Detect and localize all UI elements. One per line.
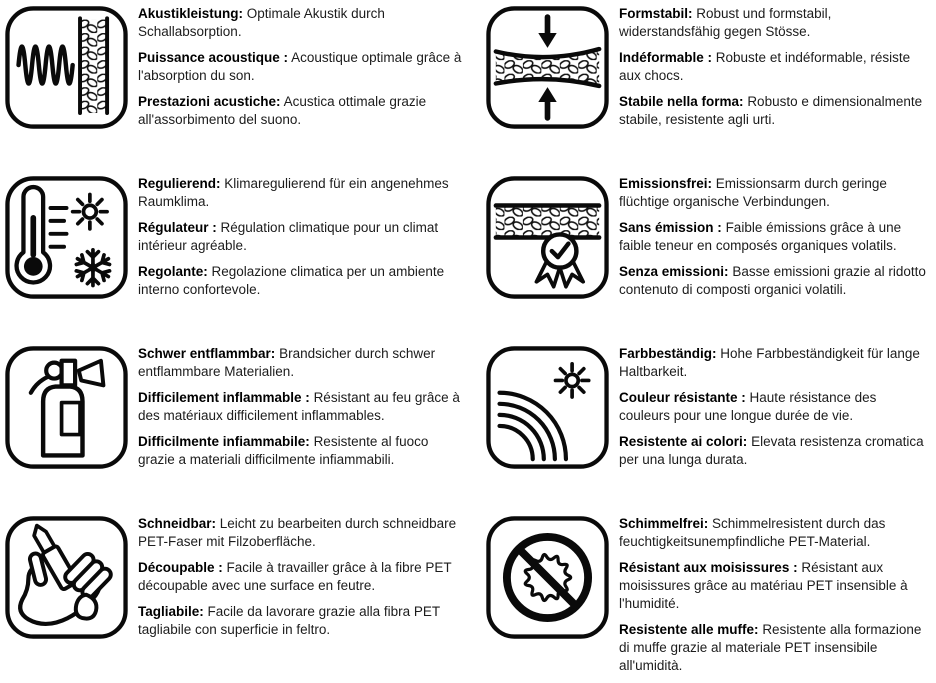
fire-extinguisher-icon [5, 346, 128, 469]
feature-flame-retardant [0, 340, 468, 510]
feature-text-shape-stability [619, 0, 936, 137]
feature-paragraph-fr: Résistant aux moisissures : Résistant aux moisissures grâce au matériau PET insensible à l'humidité. [619, 560, 908, 611]
feature-paragraph-it: Tagliabile: Facile da lavorare grazie alla fibra PET tagliabile con superficie in feltro. [138, 604, 440, 637]
feature-paragraph-it: Resistente ai colori: Elevata resistenza cromatica per una lunga durata. [619, 434, 924, 467]
feature-text-acoustics [138, 0, 468, 137]
feature-text-colorfast [619, 340, 936, 477]
feature-paragraph-de: Akustikleistung: Optimale Akustik durch Schallabsorption. [138, 6, 385, 39]
feature-paragraph-it: Stabile nella forma: Robusto e dimensionalmente stabile, resistente agli urti. [619, 94, 923, 127]
feature-label-fr: Difficilement inflammable : [138, 390, 310, 405]
feature-label-de: Formstabil: [619, 6, 693, 21]
feature-label-it: Regolante: [138, 264, 208, 279]
feature-paragraph-de: Farbbeständig: Hohe Farbbeständigkeit für lange Haltbarkeit. [619, 346, 920, 379]
feature-label-it: Stabile nella forma: [619, 94, 744, 109]
feature-paragraph-it: Senza emissioni: Basse emissioni grazie al ridotto contenuto di composti organici volatili. [619, 264, 926, 297]
no-mold-icon [486, 516, 609, 639]
sun-icon [73, 194, 107, 228]
feature-paragraph-it: Prestazioni acustiche: Acustica ottimale grazie all'assorbimento del suono. [138, 94, 427, 127]
feature-paragraph-fr: Indéformable : Robuste et indéformable, résiste aux chocs. [619, 50, 911, 83]
feature-paragraph-de: Schimmelfrei: Schimmelresistent durch das feuchtigkeitsunempfindliche PET-Material. [619, 516, 886, 549]
feature-cuttable [0, 510, 468, 680]
feature-paragraph-fr: Découpable : Facile à travailler grâce à la fibre PET découpable avec une surface en feutre. [138, 560, 452, 593]
feature-label-it: Difficilmente infiammabile: [138, 434, 310, 449]
feature-label-fr: Couleur résistante : [619, 390, 746, 405]
feature-low-emission [468, 170, 936, 340]
sound-absorption-icon [5, 6, 128, 129]
feature-paragraph-fr: Puissance acoustique : Acoustique optimale grâce à l'absorption du son. [138, 50, 462, 83]
hand-cutter-icon [5, 516, 128, 639]
feature-label-de: Emissionsfrei: [619, 176, 713, 191]
feature-label-fr: Régulateur : [138, 220, 217, 235]
feature-paragraph-de: Schneidbar: Leicht zu bearbeiten durch schneidbare PET-Faser mit Filzoberfläche. [138, 516, 457, 549]
feature-label-de: Akustikleistung: [138, 6, 244, 21]
feature-label-de: Farbbeständig: [619, 346, 717, 361]
certified-material-icon [486, 176, 609, 299]
feature-label-it: Tagliabile: [138, 604, 204, 619]
feature-paragraph-it: Regolante: Regolazione climatica per un ambiente interno confortevole. [138, 264, 445, 297]
feature-label-it: Prestazioni acustiche: [138, 94, 281, 109]
feature-climate-regulation [0, 170, 468, 340]
feature-mold-resistant [468, 510, 936, 680]
feature-label-de: Schimmelfrei: [619, 516, 709, 531]
feature-text-cuttable [138, 510, 468, 647]
feature-shape-stability [468, 0, 936, 170]
feature-paragraph-de: Emissionsfrei: Emissionsarm durch geringe flüchtige organische Verbindungen. [619, 176, 887, 209]
feature-paragraph-de: Regulierend: Klimaregulierend für ein angenehmes Raumklima. [138, 176, 449, 209]
sun-icon [555, 364, 588, 397]
rainbow-sun-icon [486, 346, 609, 469]
feature-text-flame-retardant [138, 340, 468, 477]
feature-text-mold-resistant [619, 510, 936, 683]
feature-paragraph-fr: Difficilement inflammable : Résistant au feu grâce à des matériaux difficilement inflammables. [138, 390, 460, 423]
feature-paragraph-fr: Couleur résistante : Haute résistance des couleurs pour une longue durée de vie. [619, 390, 877, 423]
feature-text-climate-regulation [138, 170, 468, 307]
feature-paragraph-it: Resistente alle muffe: Resistente alla formazione di muffe grazie al materiale PET insensibile all'umidità. [619, 622, 922, 673]
feature-paragraph-fr: Sans émission : Faible émissions grâce à une faible teneur en composés organiques volatils. [619, 220, 902, 253]
feature-label-fr: Résistant aux moisissures : [619, 560, 798, 575]
feature-label-it: Senza emissioni: [619, 264, 729, 279]
feature-label-de: Schneidbar: [138, 516, 217, 531]
feature-colorfast [468, 340, 936, 510]
compression-arrows-icon [486, 6, 609, 129]
feature-acoustics [0, 0, 468, 170]
feature-label-de: Schwer entflammbar: [138, 346, 276, 361]
feature-paragraph-de: Formstabil: Robust und formstabil, widerstandsfähig gegen Stösse. [619, 6, 832, 39]
snowflake-icon [75, 250, 111, 286]
feature-paragraph-it: Difficilmente infiammabile: Resistente al fuoco grazie a materiali difficilmente infiammabili. [138, 434, 429, 467]
feature-label-de: Regulierend: [138, 176, 221, 191]
feature-label-fr: Puissance acoustique : [138, 50, 289, 65]
feature-label-fr: Découpable : [138, 560, 223, 575]
feature-label-it: Resistente alle muffe: [619, 622, 759, 637]
feature-paragraph-de: Schwer entflammbar: Brandsicher durch schwer entflammbare Materialien. [138, 346, 436, 379]
feature-label-fr: Sans émission : [619, 220, 722, 235]
feature-text-low-emission [619, 170, 936, 307]
thermometer-climate-icon [5, 176, 128, 299]
feature-paragraph-fr: Régulateur : Régulation climatique pour un climat intérieur agréable. [138, 220, 439, 253]
feature-label-fr: Indéformable : [619, 50, 713, 65]
feature-label-it: Resistente ai colori: [619, 434, 748, 449]
